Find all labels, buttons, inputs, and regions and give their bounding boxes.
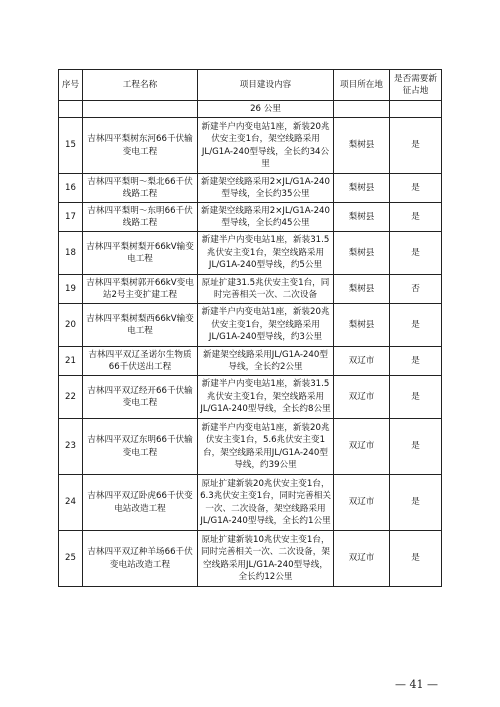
cell-project-name: 吉林四平双辽卧虎66千伏变电站改造工程 (83, 475, 198, 531)
cell-new-land-required: 是 (390, 475, 442, 531)
cell-serial-number: 19 (59, 275, 83, 304)
table-row (59, 304, 442, 347)
continuation-cell-blank (83, 101, 198, 118)
project-table (58, 69, 442, 587)
cell-new-land-required: 是 (390, 203, 442, 232)
continuation-cell-blank (334, 101, 390, 118)
cell-construction-content: 新建半户内变电站1座，新装31.5兆伏安主变1台，架空线路采用JL/G1A-240型导线，全长约8公里 (198, 376, 334, 419)
cell-new-land-required: 是 (390, 118, 442, 174)
table-row (59, 347, 442, 376)
cell-project-name: 吉林四平梨树梨西66kV输变电工程 (83, 304, 198, 347)
cell-project-name: 吉林四平双辽圣诺尔生物质66千伏送出工程 (83, 347, 198, 376)
cell-project-location: 梨树县 (334, 232, 390, 275)
table-row (59, 174, 442, 203)
cell-project-name: 吉林四平双辽经开66千伏输变电工程 (83, 376, 198, 419)
cell-project-name: 吉林四平梨明～东明66千伏线路工程 (83, 203, 198, 232)
cell-construction-content: 原址扩建31.5兆伏安主变1台，同时完善相关一次、二次设备 (198, 275, 334, 304)
cell-serial-number: 16 (59, 174, 83, 203)
cell-construction-content: 新建半户内变电站1座，新装20兆伏安主变1台，架空线路采用JL/G1A-240型导线，约3公里 (198, 304, 334, 347)
cell-project-name: 吉林四平梨树郭开66kV变电站2号主变扩建工程 (83, 275, 198, 304)
cell-project-location: 双辽市 (334, 531, 390, 587)
cell-serial-number: 25 (59, 531, 83, 587)
cell-project-location: 双辽市 (334, 347, 390, 376)
cell-serial-number: 17 (59, 203, 83, 232)
cell-serial-number: 15 (59, 118, 83, 174)
header-new-land-required: 是否需要新征占地 (390, 70, 442, 101)
cell-serial-number: 21 (59, 347, 83, 376)
table-row (59, 203, 442, 232)
cell-project-location: 双辽市 (334, 475, 390, 531)
header-project-name: 工程名称 (83, 70, 198, 101)
cell-construction-content: 新建架空线路采用JL/G1A-240型导线，全长约2公里 (198, 347, 334, 376)
header-serial-number: 序号 (59, 70, 83, 101)
cell-serial-number: 20 (59, 304, 83, 347)
cell-construction-content: 新建架空线路采用2×JL/G1A-240型导线，全长约35公里 (198, 174, 334, 203)
cell-project-name: 吉林四平梨明～梨北66千伏线路工程 (83, 174, 198, 203)
cell-project-location: 梨树县 (334, 275, 390, 304)
cell-new-land-required: 是 (390, 174, 442, 203)
cell-new-land-required: 是 (390, 232, 442, 275)
cell-construction-content: 新建半户内变电站1座，新装31.5兆伏安主变1台，架空线路采用JL/G1A-240型导线，约5公里 (198, 232, 334, 275)
cell-serial-number: 18 (59, 232, 83, 275)
cell-project-name: 吉林四平梨树梨开66kV输变电工程 (83, 232, 198, 275)
cell-project-name: 吉林四平双辽东明66千伏输变电工程 (83, 419, 198, 475)
cell-new-land-required: 是 (390, 376, 442, 419)
cell-construction-content: 新建半户内变电站1座，新装20兆伏安主变1台，架空线路采用JL/G1A-240型导线，全长约34公里 (198, 118, 334, 174)
cell-serial-number: 22 (59, 376, 83, 419)
cell-project-location: 双辽市 (334, 376, 390, 419)
table-row (59, 419, 442, 475)
continuation-row (59, 101, 442, 118)
cell-new-land-required: 是 (390, 531, 442, 587)
cell-serial-number: 23 (59, 419, 83, 475)
cell-construction-content: 新建架空线路采用2×JL/G1A-240型导线，全长约45公里 (198, 203, 334, 232)
cell-project-location: 梨树县 (334, 174, 390, 203)
cell-project-location: 梨树县 (334, 118, 390, 174)
cell-new-land-required: 否 (390, 275, 442, 304)
cell-new-land-required: 是 (390, 347, 442, 376)
table-row (59, 376, 442, 419)
cell-new-land-required: 是 (390, 419, 442, 475)
table-row (59, 275, 442, 304)
cell-project-location: 梨树县 (334, 304, 390, 347)
header-construction-content: 项目建设内容 (198, 70, 334, 101)
table-header-row (59, 70, 442, 101)
cell-project-name: 吉林四平梨树东河66千伏输变电工程 (83, 118, 198, 174)
table-row (59, 232, 442, 275)
page-number: — 41 — (395, 678, 438, 691)
cell-project-location: 双辽市 (334, 419, 390, 475)
cell-project-location: 梨树县 (334, 203, 390, 232)
cell-construction-content: 原址扩建新装10兆伏安主变1台，同时完善相关一次、二次设备，架空线路采用JL/G1A-240型导线，全长约12公里 (198, 531, 334, 587)
cell-serial-number: 24 (59, 475, 83, 531)
table-row (59, 531, 442, 587)
continuation-cell-blank (390, 101, 442, 118)
table-row (59, 475, 442, 531)
cell-construction-content: 新建半户内变电站1座，新装20兆伏安主变1台，5.6兆伏安主变1台，架空线路采用JL/G1A-240型导线，约39公里 (198, 419, 334, 475)
cell-construction-content: 原址扩建新装20兆伏安主变1台，6.3兆伏安主变1台，同时完善相关一次、二次设备，架空线路采用JL/G1A-240型导线，全长约1公里 (198, 475, 334, 531)
cell-new-land-required: 是 (390, 304, 442, 347)
cell-project-name: 吉林四平双辽种羊场66千伏变电站改造工程 (83, 531, 198, 587)
continuation-cell-blank (59, 101, 83, 118)
table-row (59, 118, 442, 174)
continuation-cell-content: 26 公里 (198, 101, 334, 118)
header-project-location: 项目所在地 (334, 70, 390, 101)
